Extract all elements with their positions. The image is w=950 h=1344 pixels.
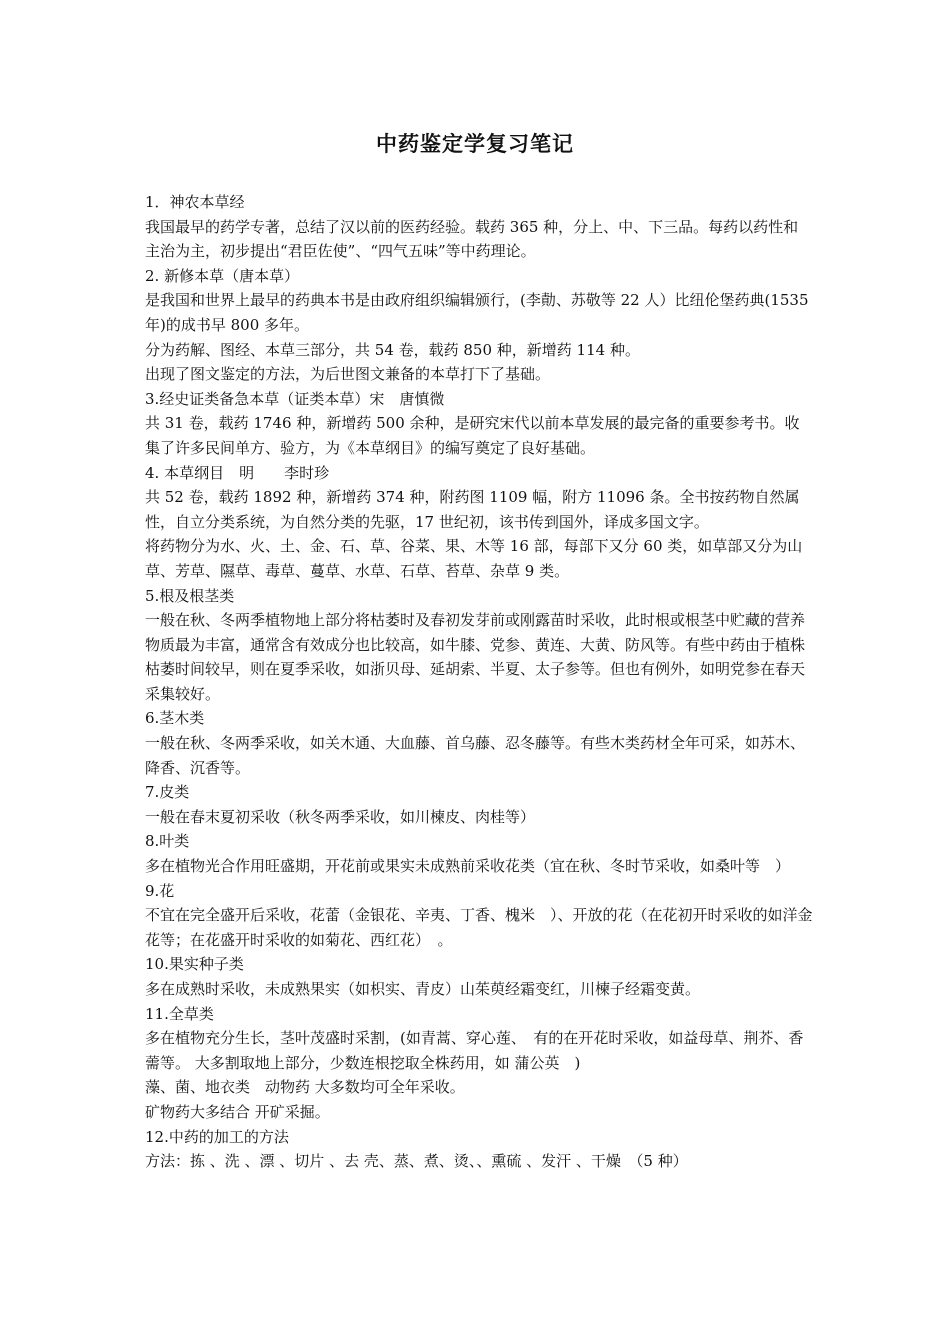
- paragraph: 出现了图文鉴定的方法，为后世图文兼备的本草打下了基础。: [145, 365, 551, 384]
- section-heading: 11.全草类: [145, 1004, 214, 1023]
- section-heading: 9.花: [145, 881, 175, 900]
- section-heading: 5.根及根茎类: [145, 586, 235, 605]
- paragraph: 是我国和世界上最早的药典本书是由政府组织编辑颁行，(李勣、苏敬等 22 人）比纽伦堡药典(1535 年)的成书早 800 多年。: [145, 291, 814, 334]
- section-heading: 7.皮类: [145, 783, 190, 802]
- section-heading: 2. 新修本草（唐本草）: [145, 266, 300, 285]
- paragraph: 一般在秋、冬两季植物地上部分将枯萎时及春初发芽前或刚露苗时采收，此时根或根茎中贮藏的营养物质最为丰富，通常含有效成分也比较高，如牛膝、党参、黄连、大黄、防风等。有些中药由于植株枯萎时间较早，则在夏季采收，如浙贝母、延胡索、半夏、太子参等。但也有例外，如明党参在春天采集较好。: [145, 611, 806, 703]
- paragraph: 多在成熟时采收，未成熟果实（如枳实、青皮）山茱萸经霜变红，川楝子经霜变黄。: [145, 980, 701, 998]
- paragraph: 将药物分为水、火、土、金、石、草、谷菜、果、木等 16 部，每部下又分 60 类，如草部又分为山草、芳草、隰草、毒草、蔓草、水草、石草、苔草、杂草 9 类。: [145, 537, 803, 580]
- paragraph: 一般在秋、冬两季采收，如关木通、大血藤、首乌藤、忍冬藤等。有些木类药材全年可采，如苏木、降香、沉香等。: [145, 734, 806, 777]
- paragraph: 藻、菌、地衣类 动物药 大多数均可全年采收。: [145, 1078, 465, 1097]
- section-heading: 12.中药的加工的方法: [145, 1127, 289, 1146]
- section-heading: 4. 本草纲目 明 李时珍: [145, 463, 330, 482]
- page-title: 中药鉴定学复习笔记: [376, 131, 574, 156]
- paragraph: 共 52 卷，载药 1892 种，新增药 374 种，附药图 1109 幅，附方 11096 条。全书按药物自然属性，自立分类系统，为自然分类的先驱，17 世纪初，该书传到国外，译成多国文字。: [145, 488, 800, 531]
- notes-body: [145, 190, 813, 1174]
- section-heading: 10.果实种子类: [145, 955, 244, 974]
- section-heading: 8.叶类: [145, 832, 190, 851]
- paragraph: 共 31 卷，载药 1746 种，新增药 500 余种，是研究宋代以前本草发展的最完备的重要参考书。收集了许多民间单方、验方，为《本草纲目》的编写奠定了良好基础。: [145, 414, 800, 457]
- section-heading: 3.经史证类备急本草（证类本草）宋 唐慎微: [145, 389, 445, 408]
- paragraph: 分为药解、图经、本草三部分，共 54 卷，载药 850 种，新增药 114 种。: [145, 340, 640, 359]
- paragraph: 方法：拣 、洗 、漂 、切片 、去 壳、蒸、煮、烫、、熏硫 、发汗 、干燥 （5 种）: [145, 1152, 688, 1171]
- paragraph: 矿物药大多结合 开矿采掘。: [145, 1102, 330, 1121]
- paragraph: 多在植物充分生长，茎叶茂盛时采割，(如青蒿、穿心莲、 有的在开花时采收，如益母草、荆芥、香薷等。 大多割取地上部分，少数连根挖取全株药用，如 蒲公英 ): [145, 1029, 804, 1072]
- paragraph: 多在植物光合作用旺盛期，开花前或果实未成熟前采收花类（宜在秋、冬时节采收，如桑叶等 ）: [145, 857, 791, 876]
- section-heading: 1．神农本草经: [145, 193, 245, 211]
- section-heading: 6.茎木类: [145, 709, 205, 728]
- paragraph: 一般在春末夏初采收（秋冬两季采收，如川楝皮、肉桂等）: [145, 807, 536, 826]
- paragraph: 我国最早的药学专著，总结了汉以前的医药经验。载药 365 种，分上、中、下三品。每药以药性和主治为主，初步提出“君臣佐使”、“四气五味”等中药理论。: [145, 217, 799, 261]
- paragraph: 不宜在完全盛开后采收，花蕾（金银花、辛夷、丁香、槐米 ）、开放的花（在花初开时采收的如洋金花等；在花盛开时采收的如菊花、西红花） 。: [145, 906, 813, 949]
